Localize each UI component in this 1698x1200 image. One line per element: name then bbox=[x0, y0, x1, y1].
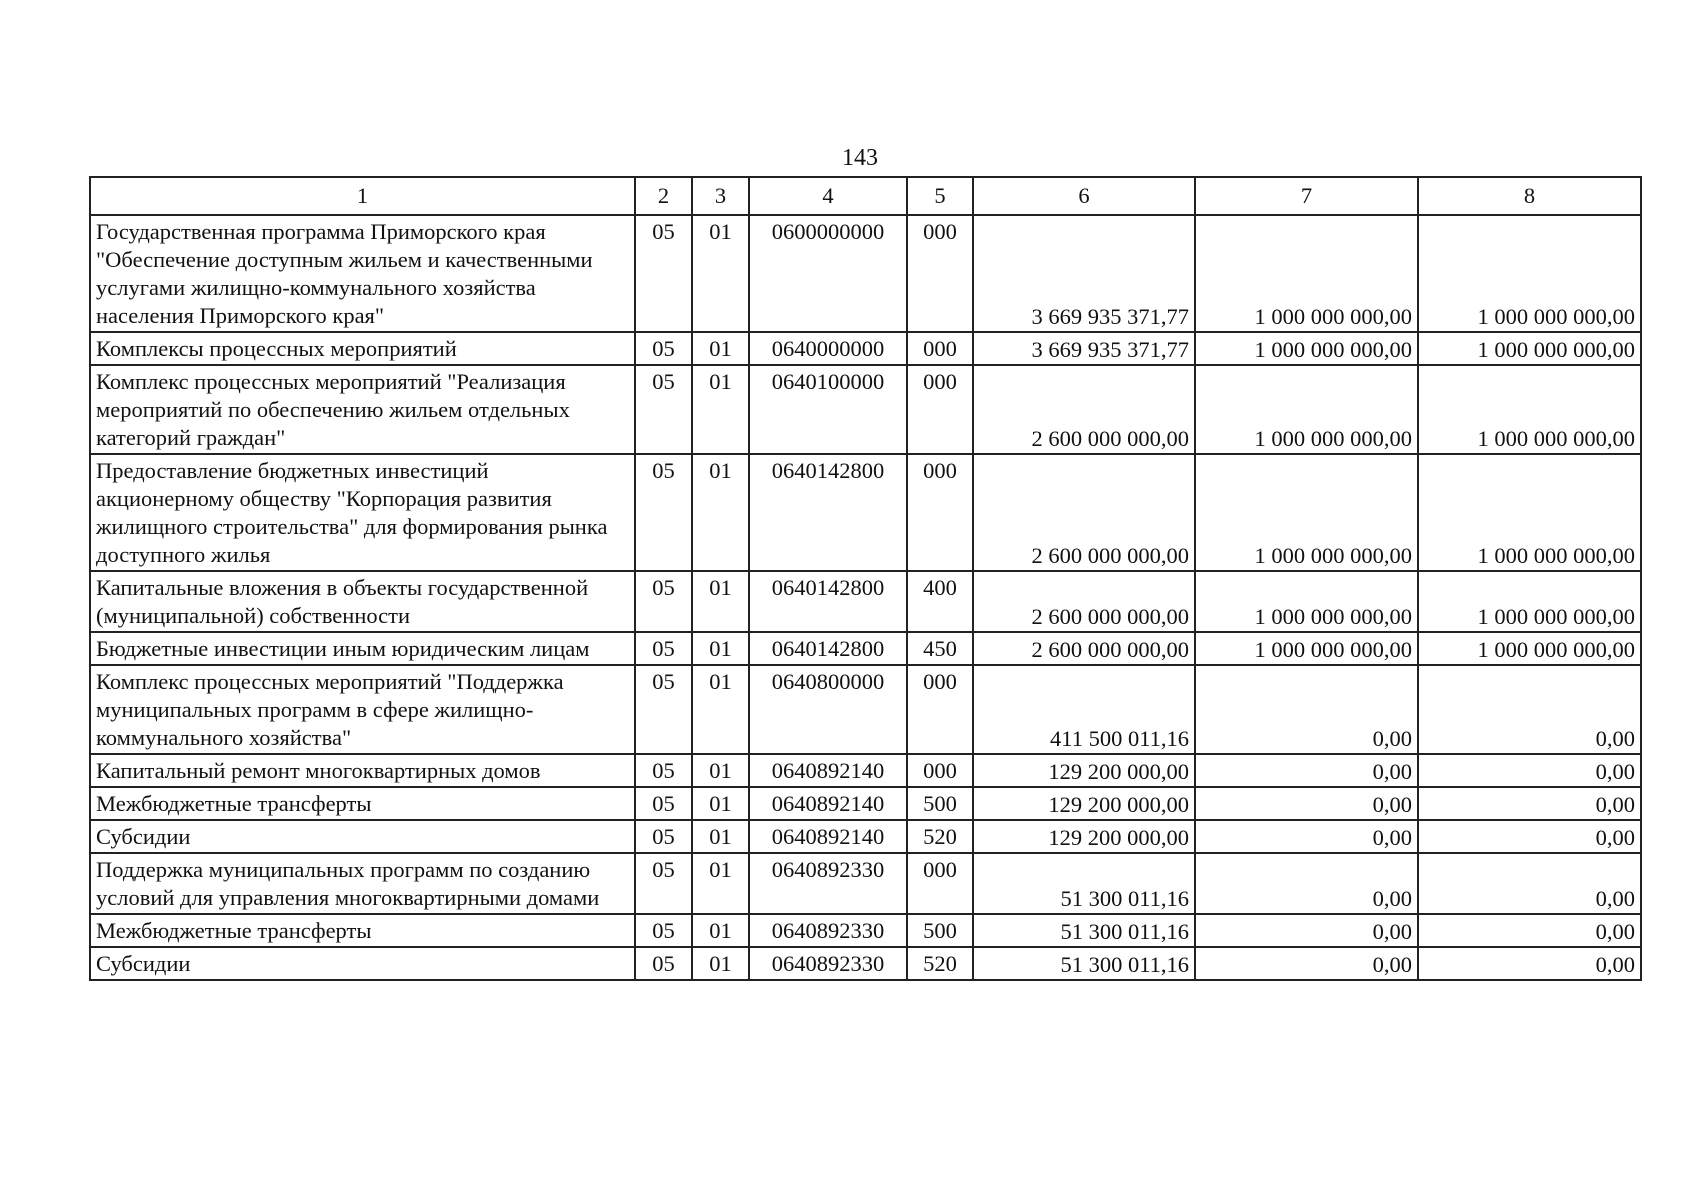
subsection-code-cell: 01 bbox=[692, 454, 749, 571]
section-code-cell: 05 bbox=[635, 820, 692, 853]
amount-col8-cell: 0,00 bbox=[1418, 853, 1641, 914]
amount-col7-cell: 0,00 bbox=[1195, 947, 1418, 980]
amount-col8-cell: 0,00 bbox=[1418, 820, 1641, 853]
expense-type-cell: 000 bbox=[907, 332, 973, 365]
section-code-cell: 05 bbox=[635, 454, 692, 571]
table-row bbox=[90, 853, 1641, 914]
item-name-cell: Субсидии bbox=[90, 947, 635, 980]
amount-col6-cell: 411 500 011,16 bbox=[973, 665, 1195, 754]
expense-type-cell: 400 bbox=[907, 571, 973, 632]
section-code-cell: 05 bbox=[635, 632, 692, 665]
expense-type-cell: 000 bbox=[907, 754, 973, 787]
column-header: 7 bbox=[1195, 177, 1418, 215]
column-header: 2 bbox=[635, 177, 692, 215]
item-name-cell: Комплекс процессных мероприятий "Поддержка муниципальных программ в сфере жилищно-коммунального хозяйства" bbox=[90, 665, 635, 754]
subsection-code-cell: 01 bbox=[692, 665, 749, 754]
page-number: 143 bbox=[842, 145, 878, 171]
item-name-cell: Предоставление бюджетных инвестиций акционерному обществу "Корпорация развития жилищного строительства" для формирования рынка доступного жилья bbox=[90, 454, 635, 571]
amount-col7-cell: 1 000 000 000,00 bbox=[1195, 365, 1418, 454]
amount-col8-cell: 1 000 000 000,00 bbox=[1418, 632, 1641, 665]
column-header: 1 bbox=[90, 177, 635, 215]
expense-type-cell: 000 bbox=[907, 454, 973, 571]
amount-col8-cell: 0,00 bbox=[1418, 754, 1641, 787]
target-code-cell: 0640000000 bbox=[749, 332, 907, 365]
amount-col7-cell: 0,00 bbox=[1195, 914, 1418, 947]
expense-type-cell: 000 bbox=[907, 665, 973, 754]
target-code-cell: 0640892140 bbox=[749, 754, 907, 787]
amount-col8-cell: 0,00 bbox=[1418, 665, 1641, 754]
section-code-cell: 05 bbox=[635, 787, 692, 820]
expense-type-cell: 520 bbox=[907, 820, 973, 853]
item-name-cell: Комплекс процессных мероприятий "Реализация мероприятий по обеспечению жильем отдельных категорий граждан" bbox=[90, 365, 635, 454]
subsection-code-cell: 01 bbox=[692, 754, 749, 787]
expense-type-cell: 000 bbox=[907, 215, 973, 332]
amount-col7-cell: 0,00 bbox=[1195, 754, 1418, 787]
table-row bbox=[90, 787, 1641, 820]
section-code-cell: 05 bbox=[635, 754, 692, 787]
item-name-cell: Капитальный ремонт многоквартирных домов bbox=[90, 754, 635, 787]
amount-col6-cell: 51 300 011,16 bbox=[973, 853, 1195, 914]
amount-col8-cell: 1 000 000 000,00 bbox=[1418, 454, 1641, 571]
section-code-cell: 05 bbox=[635, 571, 692, 632]
target-code-cell: 0640142800 bbox=[749, 571, 907, 632]
subsection-code-cell: 01 bbox=[692, 571, 749, 632]
expense-type-cell: 000 bbox=[907, 853, 973, 914]
section-code-cell: 05 bbox=[635, 215, 692, 332]
section-code-cell: 05 bbox=[635, 947, 692, 980]
amount-col7-cell: 1 000 000 000,00 bbox=[1195, 215, 1418, 332]
table-row bbox=[90, 665, 1641, 754]
budget-table bbox=[89, 176, 1642, 981]
section-code-cell: 05 bbox=[635, 914, 692, 947]
amount-col6-cell: 129 200 000,00 bbox=[973, 820, 1195, 853]
amount-col8-cell: 0,00 bbox=[1418, 787, 1641, 820]
amount-col6-cell: 2 600 000 000,00 bbox=[973, 632, 1195, 665]
amount-col7-cell: 0,00 bbox=[1195, 665, 1418, 754]
expense-type-cell: 000 bbox=[907, 365, 973, 454]
amount-col8-cell: 1 000 000 000,00 bbox=[1418, 365, 1641, 454]
section-code-cell: 05 bbox=[635, 365, 692, 454]
table-row bbox=[90, 632, 1641, 665]
subsection-code-cell: 01 bbox=[692, 820, 749, 853]
subsection-code-cell: 01 bbox=[692, 365, 749, 454]
item-name-cell: Бюджетные инвестиции иным юридическим лицам bbox=[90, 632, 635, 665]
target-code-cell: 0640142800 bbox=[749, 454, 907, 571]
amount-col7-cell: 1 000 000 000,00 bbox=[1195, 454, 1418, 571]
amount-col6-cell: 2 600 000 000,00 bbox=[973, 571, 1195, 632]
amount-col7-cell: 0,00 bbox=[1195, 787, 1418, 820]
subsection-code-cell: 01 bbox=[692, 632, 749, 665]
column-header: 5 bbox=[907, 177, 973, 215]
target-code-cell: 0600000000 bbox=[749, 215, 907, 332]
amount-col6-cell: 129 200 000,00 bbox=[973, 787, 1195, 820]
subsection-code-cell: 01 bbox=[692, 787, 749, 820]
expense-type-cell: 500 bbox=[907, 914, 973, 947]
amount-col6-cell: 2 600 000 000,00 bbox=[973, 454, 1195, 571]
column-header: 4 bbox=[749, 177, 907, 215]
item-name-cell: Капитальные вложения в объекты государственной (муниципальной) собственности bbox=[90, 571, 635, 632]
section-code-cell: 05 bbox=[635, 665, 692, 754]
target-code-cell: 0640142800 bbox=[749, 632, 907, 665]
amount-col6-cell: 51 300 011,16 bbox=[973, 947, 1195, 980]
item-name-cell: Комплексы процессных мероприятий bbox=[90, 332, 635, 365]
column-number-row bbox=[90, 177, 1641, 215]
amount-col6-cell: 2 600 000 000,00 bbox=[973, 365, 1195, 454]
amount-col8-cell: 1 000 000 000,00 bbox=[1418, 332, 1641, 365]
table-row bbox=[90, 454, 1641, 571]
expense-type-cell: 520 bbox=[907, 947, 973, 980]
target-code-cell: 0640892330 bbox=[749, 947, 907, 980]
item-name-cell: Поддержка муниципальных программ по созданию условий для управления многоквартирными домами bbox=[90, 853, 635, 914]
table-row bbox=[90, 754, 1641, 787]
table-row bbox=[90, 947, 1641, 980]
amount-col6-cell: 129 200 000,00 bbox=[973, 754, 1195, 787]
target-code-cell: 0640892140 bbox=[749, 820, 907, 853]
target-code-cell: 0640800000 bbox=[749, 665, 907, 754]
section-code-cell: 05 bbox=[635, 853, 692, 914]
subsection-code-cell: 01 bbox=[692, 853, 749, 914]
target-code-cell: 0640100000 bbox=[749, 365, 907, 454]
amount-col7-cell: 1 000 000 000,00 bbox=[1195, 571, 1418, 632]
amount-col8-cell: 0,00 bbox=[1418, 914, 1641, 947]
table-row bbox=[90, 365, 1641, 454]
table-row bbox=[90, 215, 1641, 332]
table-row bbox=[90, 332, 1641, 365]
amount-col6-cell: 3 669 935 371,77 bbox=[973, 215, 1195, 332]
table-row bbox=[90, 914, 1641, 947]
subsection-code-cell: 01 bbox=[692, 914, 749, 947]
expense-type-cell: 450 bbox=[907, 632, 973, 665]
amount-col7-cell: 1 000 000 000,00 bbox=[1195, 332, 1418, 365]
target-code-cell: 0640892330 bbox=[749, 853, 907, 914]
item-name-cell: Государственная программа Приморского края "Обеспечение доступным жильем и качественными услугами жилищно-коммунального хозяйства населения Приморского края" bbox=[90, 215, 635, 332]
table-row bbox=[90, 571, 1641, 632]
section-code-cell: 05 bbox=[635, 332, 692, 365]
table-row bbox=[90, 820, 1641, 853]
expense-type-cell: 500 bbox=[907, 787, 973, 820]
target-code-cell: 0640892140 bbox=[749, 787, 907, 820]
amount-col7-cell: 1 000 000 000,00 bbox=[1195, 632, 1418, 665]
item-name-cell: Межбюджетные трансферты bbox=[90, 787, 635, 820]
subsection-code-cell: 01 bbox=[692, 332, 749, 365]
amount-col6-cell: 51 300 011,16 bbox=[973, 914, 1195, 947]
amount-col8-cell: 0,00 bbox=[1418, 947, 1641, 980]
column-header: 8 bbox=[1418, 177, 1641, 215]
amount-col7-cell: 0,00 bbox=[1195, 820, 1418, 853]
target-code-cell: 0640892330 bbox=[749, 914, 907, 947]
subsection-code-cell: 01 bbox=[692, 947, 749, 980]
column-header: 3 bbox=[692, 177, 749, 215]
amount-col7-cell: 0,00 bbox=[1195, 853, 1418, 914]
amount-col8-cell: 1 000 000 000,00 bbox=[1418, 571, 1641, 632]
item-name-cell: Межбюджетные трансферты bbox=[90, 914, 635, 947]
item-name-cell: Субсидии bbox=[90, 820, 635, 853]
column-header: 6 bbox=[973, 177, 1195, 215]
amount-col8-cell: 1 000 000 000,00 bbox=[1418, 215, 1641, 332]
amount-col6-cell: 3 669 935 371,77 bbox=[973, 332, 1195, 365]
subsection-code-cell: 01 bbox=[692, 215, 749, 332]
